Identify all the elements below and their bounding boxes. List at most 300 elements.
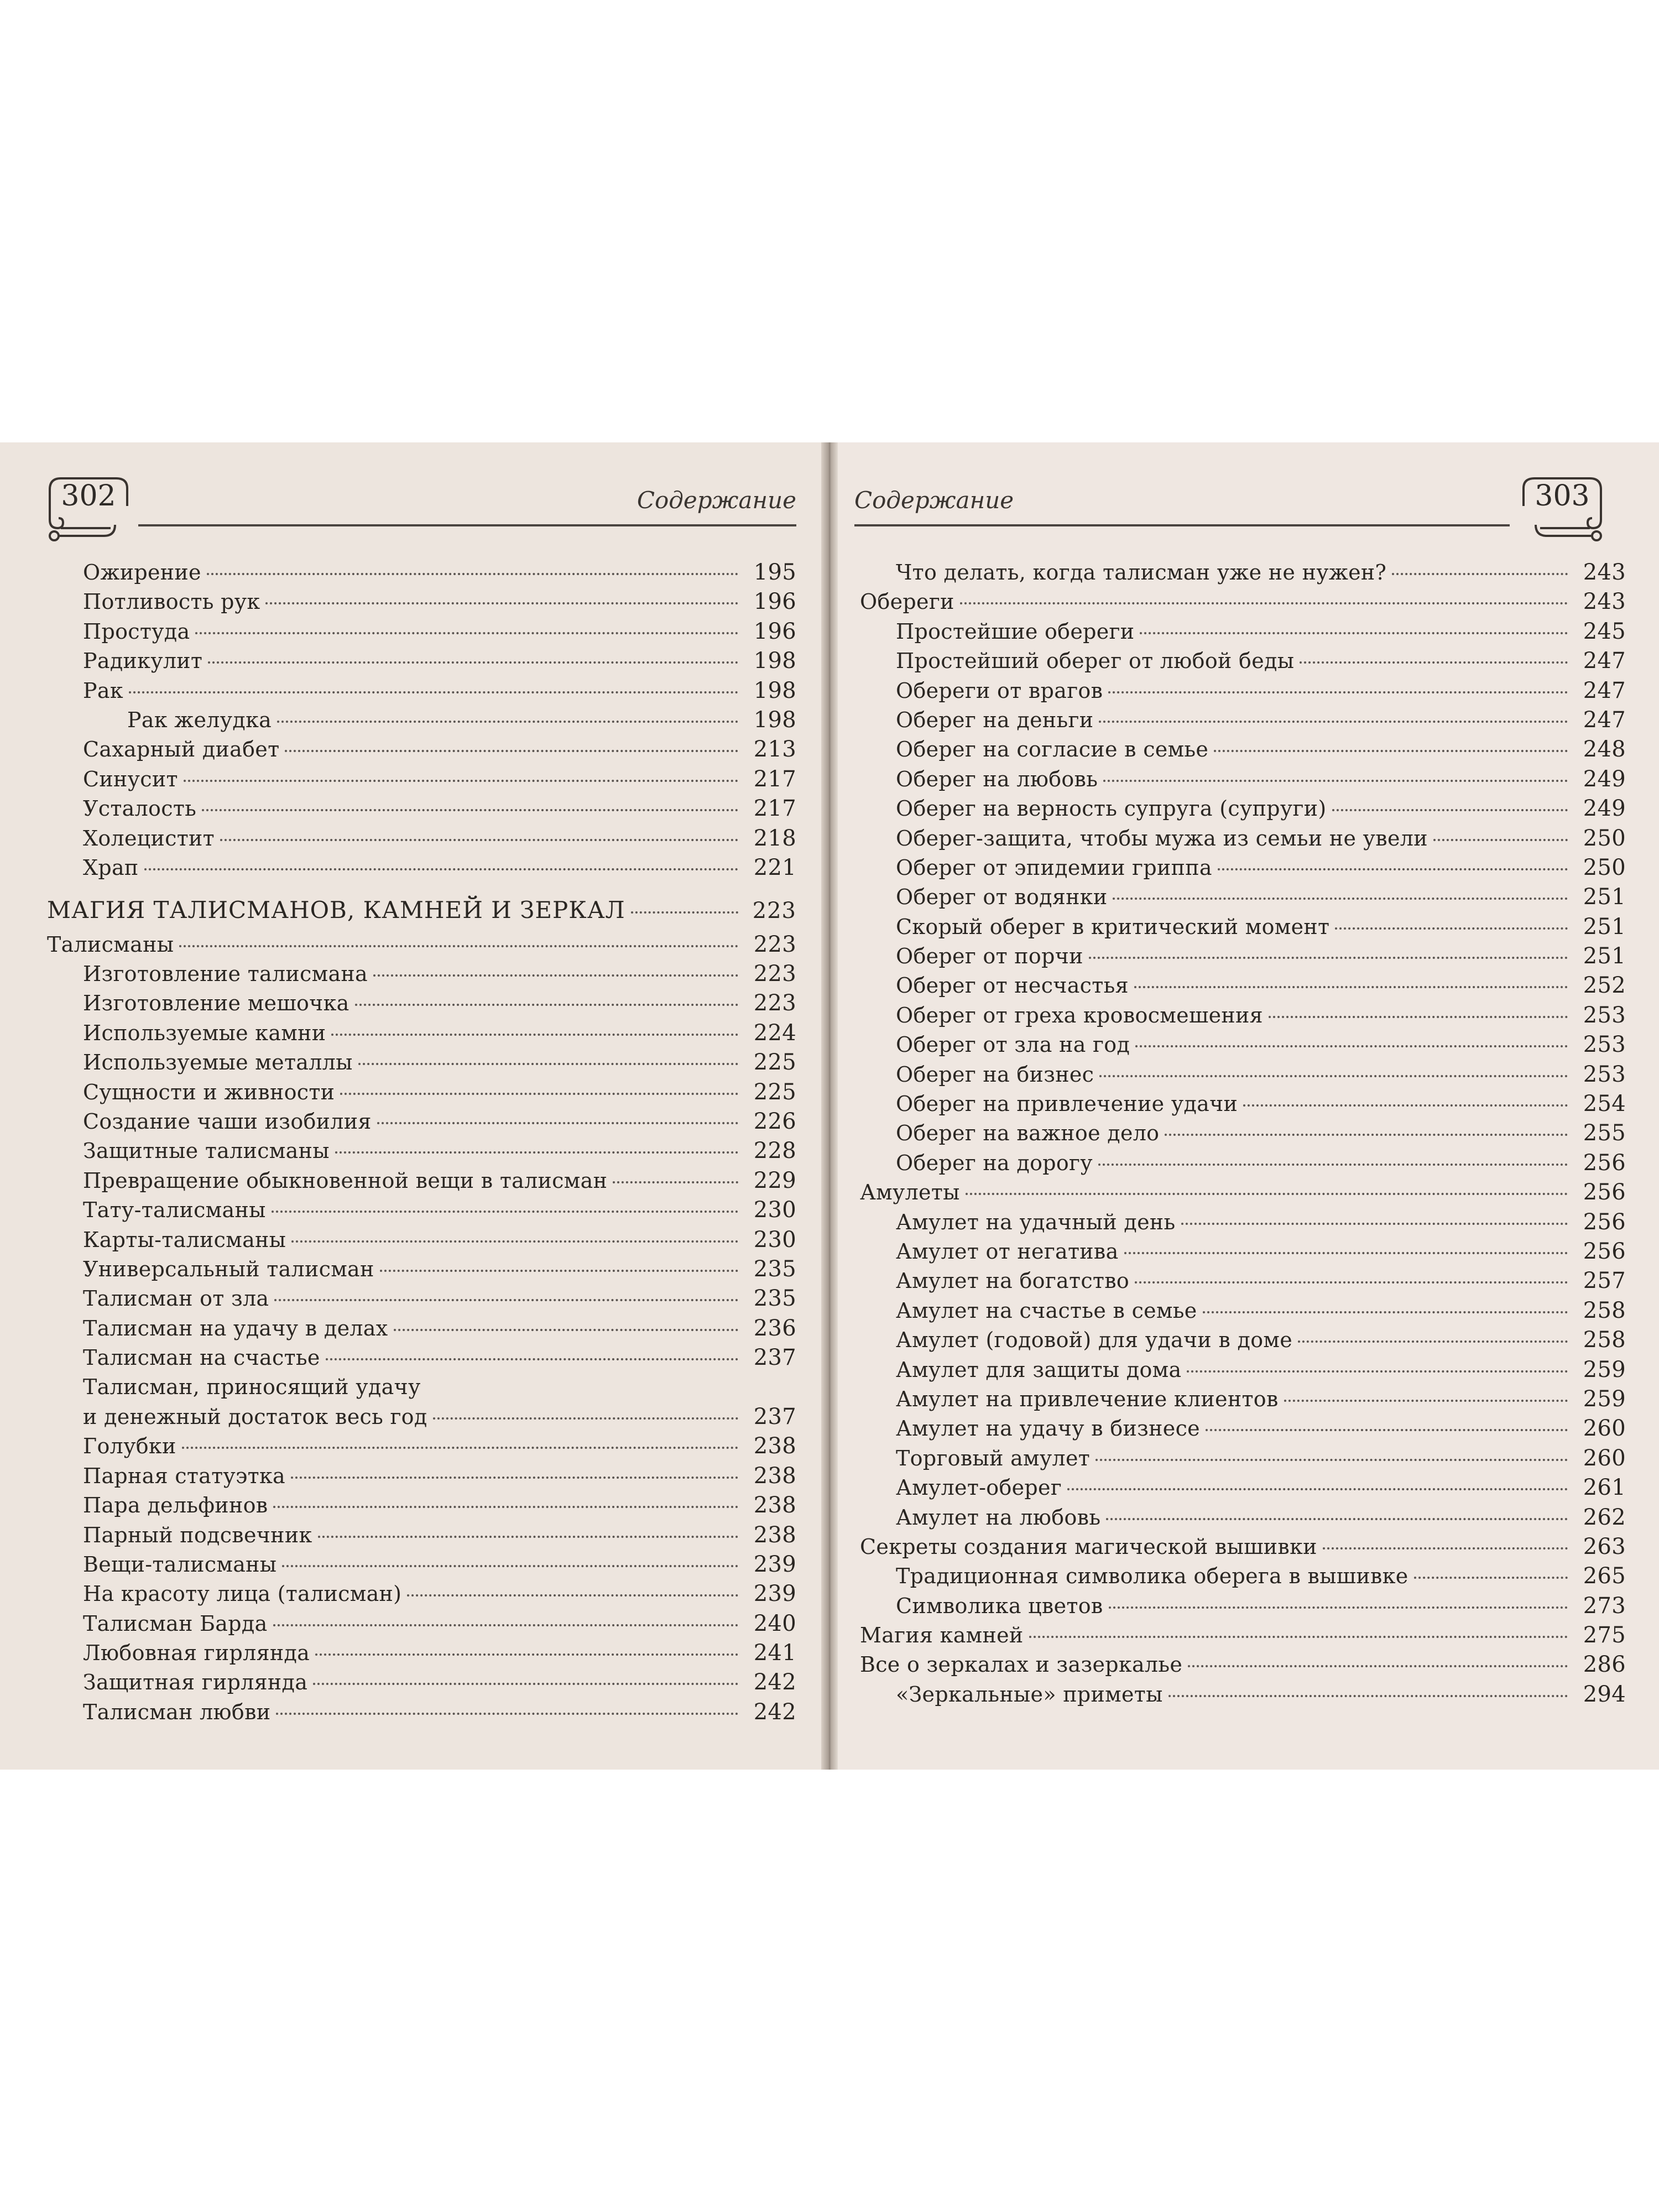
dot-leader [1106,1518,1568,1520]
dot-leader [1284,1400,1568,1402]
dot-leader [195,632,738,634]
toc-entry [860,914,1626,943]
toc-entry [47,1463,796,1493]
toc-entry-page: 235 [753,1256,796,1282]
toc-entry-title: Используемые камни [83,1020,326,1045]
toc-entry [47,737,796,766]
toc-entry [47,1256,796,1286]
toc-entry-title: Амулет на привлечение клиентов [896,1386,1279,1411]
toc-entry-page: 230 [753,1227,796,1253]
toc-entry [47,1197,796,1227]
dot-leader [1113,898,1568,900]
toc-entry-page: 247 [1583,677,1626,703]
toc-entry-title: Потливость рук [83,589,260,614]
dot-leader [1140,632,1568,634]
toc-entry [860,855,1626,884]
toc-entry-page: 259 [1583,1386,1626,1412]
toc-entry-page: 273 [1583,1593,1626,1619]
toc-entry-page: 256 [1583,1238,1626,1264]
toc-part-heading [47,896,796,926]
toc-entry [860,589,1626,618]
toc-entry-page: 230 [753,1197,796,1223]
toc-entry-title: Превращение обыкновенной вещи в талисман [83,1168,608,1193]
toc-entry [47,1640,796,1670]
toc-entry [860,737,1626,766]
toc-entry-page: 253 [1583,1061,1626,1087]
dot-leader [340,1093,738,1095]
toc-entry-title: Амулет на счастье в семье [896,1298,1197,1323]
toc-entry-page: 242 [753,1699,796,1725]
header-rule [138,524,796,526]
toc-entry-page: 260 [1583,1445,1626,1471]
toc-entry-title: Парный подсвечник [83,1522,312,1547]
toc-entry-page: 217 [753,766,796,792]
toc-entry [47,961,796,990]
toc-entry-title: Оберег от несчастья [896,973,1129,998]
toc-entry-page: 235 [753,1286,796,1312]
toc-entry-title: Усталость [83,796,197,821]
toc-entry-title: Символика цветов [896,1593,1103,1618]
toc-entry-title: Создание чаши изобилия [83,1109,372,1134]
toc-entry-page: 249 [1583,796,1626,822]
toc-entry-title: Обереги от врагов [896,678,1103,703]
dot-leader [1089,957,1568,959]
toc-entry-title: Амулет (годовой) для удачи в доме [896,1328,1293,1353]
toc-entry-page: 247 [1583,648,1626,674]
dot-leader [1300,661,1568,664]
toc-entry-title: Амулет на удачный день [896,1209,1176,1234]
toc-entry-page: 259 [1583,1357,1626,1383]
toc-entry-title: Амулет на богатство [896,1269,1130,1293]
toc-entry-title: Оберег от порчи [896,944,1083,969]
dot-leader [1269,1016,1568,1018]
toc-entry-page: 260 [1583,1416,1626,1442]
toc-entry-title: Используемые металлы [83,1050,353,1075]
dot-leader [291,1240,738,1243]
toc-entry-page: 224 [753,1020,796,1046]
dot-leader [373,974,738,977]
dot-leader [179,945,738,947]
toc-entry [860,1180,1626,1209]
dot-leader [202,809,738,811]
toc-entry-title: Голубки [83,1434,176,1459]
book-spread [0,442,1659,1770]
toc-entry-title: Традиционная символика оберега в вышивке [896,1564,1408,1589]
dot-leader [285,750,738,752]
dot-leader [1181,1223,1568,1225]
toc-entry-title: Тату-талисманы [83,1198,266,1223]
toc-entry-title: Оберег на бизнес [896,1062,1094,1087]
toc-entry [860,1032,1626,1061]
toc-entry [47,1699,796,1729]
toc-entry [860,943,1626,973]
toc-entry-title: Талисман на удачу в делах [83,1316,388,1340]
toc-entry [47,1316,796,1345]
toc-entry [47,678,796,707]
toc-entry [47,855,796,884]
toc-entry [47,1433,796,1463]
toc-entry [47,1286,796,1315]
dot-leader [1433,839,1568,841]
toc-entry-page: 238 [753,1433,796,1459]
book-gutter [821,442,838,1770]
toc-entry [860,1563,1626,1593]
toc-entry-title: Талисман Барда [83,1611,268,1636]
dot-leader [1124,1252,1568,1254]
dot-leader [1029,1636,1568,1638]
dot-leader [315,1653,738,1656]
toc-entry-title: Оберег на деньги [896,707,1094,732]
toc-entry-title: Вещи-талисманы [83,1552,277,1577]
dot-leader [1165,1134,1568,1136]
toc-entry [860,1357,1626,1386]
dot-leader [272,1211,738,1213]
dot-leader [1218,868,1568,870]
dot-leader [129,691,738,693]
toc-entry [860,560,1626,589]
toc-entry-page: 249 [1583,766,1626,792]
toc-entry [860,1120,1626,1150]
toc-entry [860,648,1626,677]
toc-entry-page: 247 [1583,707,1626,733]
toc-entry-title: На красоту лица (талисман) [83,1582,402,1606]
toc-entry-title: Оберег на верность супруга (супруги) [896,796,1327,821]
page-number-scroll-ornament [1512,467,1612,550]
toc-entry-page: 228 [753,1138,796,1164]
header-rule [854,524,1510,526]
dot-leader [1109,1606,1568,1609]
dot-leader [1414,1577,1568,1579]
toc-entry-title: Оберег-защита, чтобы мужа из семьи не увели [896,826,1428,851]
toc-entry-title: Оберег от греха кровосмешения [896,1003,1263,1027]
dot-leader [291,1477,738,1479]
dot-leader [613,1181,738,1183]
toc-entry-title: Любовная гирлянда [83,1641,310,1666]
dot-leader [407,1594,738,1597]
toc-entry-title: Карты-талисманы [83,1227,286,1252]
toc-entry [47,619,796,648]
toc-entry-title: Простуда [83,619,190,644]
toc-entry [47,1611,796,1640]
toc-entry-page: 258 [1583,1297,1626,1323]
toc-entry-page: 253 [1583,1002,1626,1028]
toc-entry-page: 252 [1583,973,1626,999]
running-head: Содержание [637,487,796,514]
toc-entry-title: Талисман любви [83,1699,271,1724]
dot-leader [377,1122,738,1124]
toc-entry [860,1091,1626,1120]
toc-entry-page: 238 [753,1522,796,1548]
toc-entry-page: 256 [1583,1209,1626,1235]
dot-leader [220,839,738,841]
dot-leader [1332,809,1568,811]
toc-entry-page: 198 [753,707,796,733]
page-number-scroll-ornament [39,467,138,550]
toc-entry [860,707,1626,737]
dot-leader [1323,1547,1568,1550]
toc-entry-title: Синусит [83,766,178,791]
toc-entry [47,1168,796,1197]
toc-entry [47,1138,796,1167]
toc-entry-page: 195 [753,560,796,585]
toc-entry [47,1345,796,1374]
toc-entry [47,1227,796,1256]
toc-entry-page: 223 [753,990,796,1016]
right-page [838,442,1659,1770]
toc-entry [860,678,1626,707]
toc-entry [47,1581,796,1610]
toc-entry-page: 243 [1583,560,1626,585]
toc-entry-title: Амулет для защиты дома [896,1357,1182,1382]
toc-entry-title: Все о зеркалах и зазеркалье [860,1652,1183,1677]
toc-entry-page: 196 [753,589,796,615]
toc-entry-title: Простейший оберег от любой беды [896,649,1295,674]
dot-leader [1135,1045,1568,1047]
toc-entry-title: Обереги [860,589,954,614]
dot-leader [331,1034,738,1036]
toc-entry [47,648,796,677]
toc-entry-page: 217 [753,796,796,822]
toc-entry [47,589,796,618]
left-page [0,442,821,1770]
toc-entry-title: Защитная гирлянда [83,1670,308,1695]
toc-entry-title: МАГИЯ ТАЛИСМАНОВ, КАМНЕЙ И ЗЕРКАЛ [47,896,625,924]
toc-entry [47,560,796,589]
toc-entry [47,796,796,825]
toc-entry-title: Рак желудка [127,707,272,732]
toc-entry-title: Сущности и живности [83,1079,335,1104]
toc-entry-page: 257 [1583,1268,1626,1294]
page-number: 302 [61,479,116,513]
toc-entry [860,1239,1626,1268]
toc-entry-page: 255 [1583,1120,1626,1146]
dot-leader [1108,691,1568,693]
dot-leader [1135,1281,1568,1284]
dot-leader [1214,750,1568,752]
toc-entry-page: 243 [1583,589,1626,615]
toc-entry-title: Талисманы [47,932,174,957]
toc-entry-page: 248 [1583,737,1626,763]
toc-entry-page: 223 [753,961,796,987]
toc-entry [860,884,1626,914]
toc-entry-title: Универсальный талисман [83,1256,374,1281]
toc-entry-title: Изготовление талисмана [83,962,368,987]
toc-entry-title: Талисман от зла [83,1286,269,1311]
toc-entry [860,1062,1626,1091]
toc-entry-page: 238 [753,1463,796,1489]
toc-entry-title: Амулет на удачу в бизнесе [896,1416,1200,1441]
toc-entry-page: 236 [753,1315,796,1341]
toc-entry-page: 218 [753,825,796,851]
toc-entry [860,1298,1626,1327]
toc-entry-page: 253 [1583,1032,1626,1058]
toc-entry-title: Сахарный диабет [83,737,280,762]
toc-entry-title: Радикулит [83,649,203,674]
toc-entry [860,1416,1626,1445]
toc-entry [47,1493,796,1522]
toc-entry-title: Оберег на важное дело [896,1121,1160,1146]
dot-leader [394,1329,739,1331]
toc-entry-title: Оберег на любовь [896,766,1098,791]
dot-leader [273,1624,738,1626]
dot-leader [358,1063,738,1065]
toc-entry-title: Магия камней [860,1623,1024,1648]
toc-entry-page: 250 [1583,854,1626,880]
toc-entry-page: 241 [753,1640,796,1666]
dot-leader [1168,1695,1568,1697]
toc-entry [47,1050,796,1079]
toc-entry-page: 237 [753,1345,796,1371]
toc-entry-title: Простейшие обереги [896,619,1135,644]
toc-entry [47,932,796,961]
toc-entry-page: 239 [753,1551,796,1577]
toc-entry-page: 196 [753,618,796,644]
toc-entry-title: Изготовление мешочка [83,991,349,1016]
toc-entry-page: 261 [1583,1475,1626,1501]
dot-leader [207,573,738,575]
toc-entry-page: 250 [1583,825,1626,851]
dot-leader [1103,780,1568,782]
toc-entry-page: 238 [753,1493,796,1519]
toc-entry-page: 256 [1583,1150,1626,1176]
toc-entry-title: Скорый оберег в критический момент [896,914,1330,939]
toc-entry-page: 198 [753,677,796,703]
toc-entry-page: 294 [1583,1681,1626,1707]
toc-entry [860,796,1626,825]
toc-entry-title: и денежный достаток весь год [83,1404,427,1429]
dot-leader [182,1447,738,1449]
toc-entry-page: 258 [1583,1327,1626,1353]
toc-entry [47,1404,796,1433]
toc-entry-page: 223 [753,931,796,957]
toc-entry [860,1386,1626,1416]
toc-entry-title: Амулеты [860,1180,960,1205]
dot-leader [631,911,738,914]
toc-entry [47,1670,796,1699]
dot-leader [1206,1429,1568,1431]
toc-entry [47,1109,796,1138]
toc-entry-title: Секреты создания магической вышивки [860,1534,1317,1559]
toc-entry [860,1150,1626,1180]
toc-entry-title: «Зеркальные» приметы [896,1682,1163,1707]
toc-entry [47,766,796,796]
toc-entry-page: 275 [1583,1623,1626,1648]
toc-entry-title: Оберег от зла на год [896,1032,1130,1057]
toc-entry [860,1209,1626,1239]
toc-entry [860,1623,1626,1652]
toc-entry [860,973,1626,1002]
toc-entry-title: Амулет от негатива [896,1239,1119,1264]
page-number: 303 [1535,479,1590,513]
toc-entry-page: 239 [753,1581,796,1607]
toc-entry-page: 251 [1583,914,1626,940]
toc-entry [860,619,1626,648]
toc-entry [860,1505,1626,1534]
toc-entry-title: Холецистит [83,826,215,851]
toc-entry-page: 226 [753,1109,796,1135]
dot-leader [1095,1459,1568,1461]
dot-leader [1335,927,1568,930]
toc-entry-page: 229 [753,1167,796,1193]
dot-leader [960,602,1568,604]
toc-entry-page: 262 [1583,1504,1626,1530]
toc-entry [47,1522,796,1552]
dot-leader [1188,1665,1568,1667]
toc-entry-page: 223 [752,898,796,924]
dot-leader [265,602,738,604]
toc-entry-title: Парная статуэтка [83,1463,286,1488]
toc-entry [47,826,796,855]
dot-leader [1067,1488,1568,1490]
dot-leader [273,1506,738,1508]
toc-entry [860,1682,1626,1711]
toc-entry-page: 254 [1583,1091,1626,1117]
dot-leader [1203,1311,1568,1313]
toc-entry-page: 221 [753,854,796,880]
toc-entry-title: Пара дельфинов [83,1493,268,1518]
dot-leader [313,1683,738,1685]
running-head: Содержание [854,487,1014,514]
toc-entry [860,1475,1626,1504]
toc-entry-title: Торговый амулет [896,1446,1091,1470]
toc-entry-page: 251 [1583,943,1626,969]
toc-entry [860,1327,1626,1357]
toc-entry-title: Ожирение [83,560,201,585]
toc-entry-page: 265 [1583,1563,1626,1589]
toc-entry-title: Защитные талисманы [83,1139,330,1164]
dot-leader [184,780,738,782]
dot-leader [355,1004,738,1006]
toc-entry [860,1268,1626,1297]
dot-leader [380,1270,738,1272]
toc-entry-page: 251 [1583,884,1626,910]
toc-entry-page: 256 [1583,1180,1626,1206]
toc-entry-page: 240 [753,1610,796,1636]
dot-leader [318,1536,739,1538]
dot-leader [277,721,738,723]
toc-entry-page: 198 [753,648,796,674]
toc-entry-title: Амулет на любовь [896,1505,1101,1530]
toc-entry-title: Рак [83,678,123,703]
toc-entry [860,1652,1626,1681]
dot-leader [1187,1370,1568,1373]
dot-leader [326,1358,738,1360]
toc-entry [860,1534,1626,1563]
toc-entry [47,1020,796,1050]
toc-entry [860,1593,1626,1623]
toc-entry [47,990,796,1020]
dot-leader [1099,1075,1568,1077]
toc-entry-page: 245 [1583,618,1626,644]
toc-list-left [47,560,796,1729]
dot-leader [1098,1164,1568,1166]
toc-entry-title: Оберег на дорогу [896,1150,1093,1175]
toc-entry-title: Оберег на привлечение удачи [896,1092,1238,1117]
toc-entry-page: 242 [753,1670,796,1695]
toc-entry [860,826,1626,855]
dot-leader [966,1193,1568,1195]
toc-entry-page: 225 [753,1050,796,1076]
toc-entry [47,1079,796,1109]
toc-entry [860,1446,1626,1475]
dot-leader [1392,573,1568,575]
toc-entry-page: 213 [753,737,796,763]
toc-entry-page: 263 [1583,1533,1626,1559]
dot-leader [282,1565,738,1567]
dot-leader [276,1713,738,1715]
toc-entry-title: Храп [83,855,139,880]
toc-entry-title: Талисман, приносящий удачу [83,1374,421,1399]
